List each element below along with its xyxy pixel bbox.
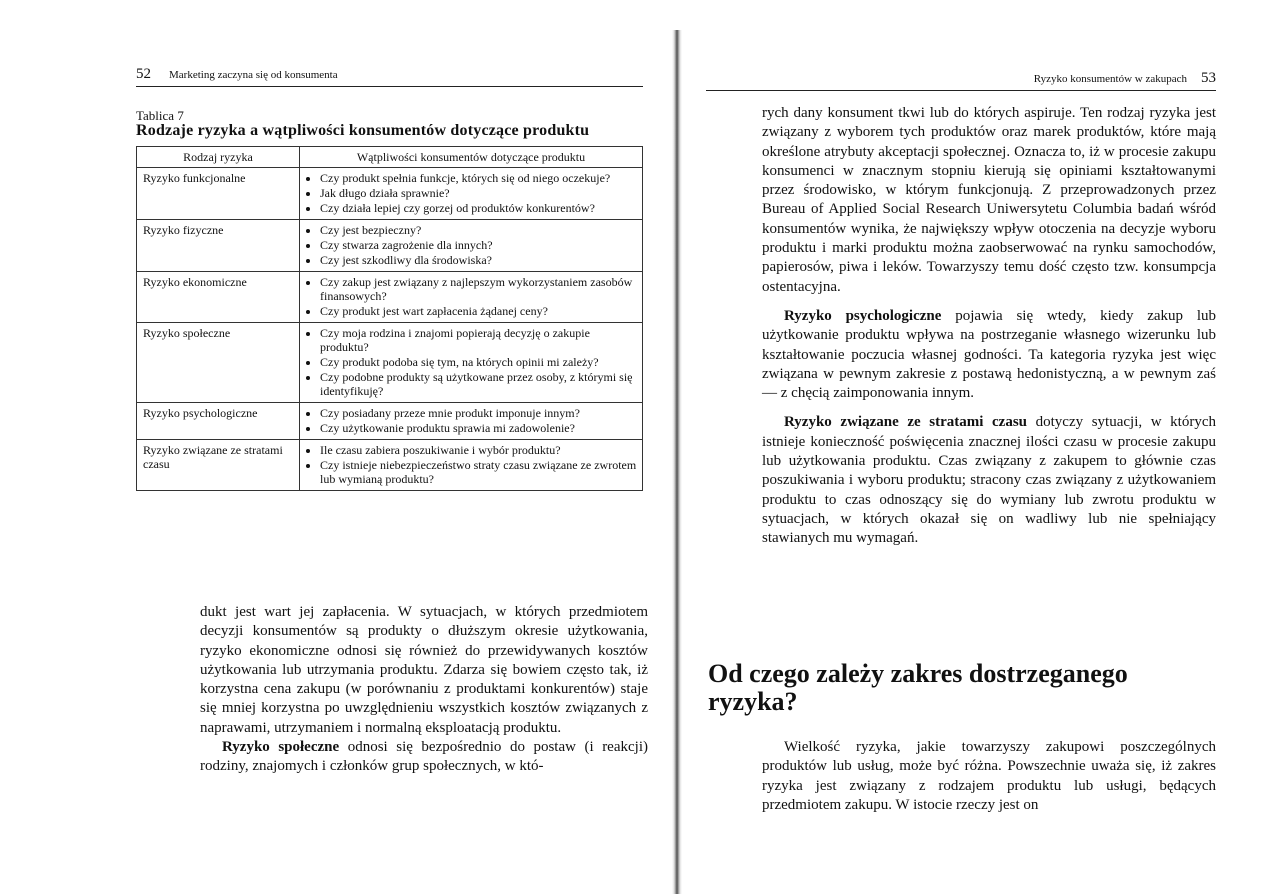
paragraph: rych dany konsument tkwi lub do których aspiruje. Ten rodzaj ryzyka jest związany z wyborem tych produktów oraz marek produktów, które mają określone atrybuty akceptacji społecznej. Oznacza to, iż w procesie zakupu konsumenci w znacznym stopniu kierują się opiniami kształtowanymi przez środowisko, w którym funkcjonują. Z przeprowadzonych przez Bureau of Applied Social Research Uniwersytetu Columbia badań wśród konsumentów wynika, że największy wpływ otoczenia na decyzje wyboru produktu i marki produktu można zaobserwować na rynku samochodów, papierosów, piwa i leków. Towarzyszy temu dość często tzw. konsumpcja ostentacyjna.: [762, 105, 1216, 295]
right-running-title: Ryzyko konsumentów w zakupach: [1033, 73, 1187, 85]
paragraph-lead: Ryzyko społeczne: [222, 739, 340, 756]
list-item: • Czy działa lepiej czy gorzej od produktów konkurentów?: [320, 201, 638, 215]
table-header-cell: Rodzaj ryzyka: [137, 147, 300, 168]
list-item: • Czy posiadany przeze mnie produkt imponuje innym?: [320, 406, 638, 420]
list-item: • Czy użytkowanie produktu sprawia mi zadowolenie?: [320, 421, 638, 435]
paragraph-text: pojawia się wtedy, kiedy zakup lub użytkowanie produktu wpływa na postrzeganie własnego wizerunku lub kształtowanie poczucia własnej godności. Ta kategoria ryzyka jest więc związana w pewnym zakresie z postawą hedonistyczną, a w pewnym zaś — z chęcią zaimponowania innym.: [762, 307, 1216, 402]
section-heading: Od czego zależy zakres dostrzeganego ryzyka?: [708, 659, 1128, 716]
paragraph-lead: Ryzyko psychologiczne: [784, 307, 942, 324]
list-item: • Czy produkt spełnia funkcje, których się od niego oczekuje?: [320, 171, 638, 185]
left-running-title: Marketing zaczyna się od konsumenta: [169, 69, 338, 81]
right-header-rule: [706, 90, 1216, 91]
right-page-number: 53: [1201, 70, 1216, 86]
list-item: • Czy stwarza zagrożenie dla innych?: [320, 238, 638, 252]
paragraph-lead: Ryzyko związane ze stratami czasu: [784, 414, 1028, 431]
risk-category: Ryzyko psychologiczne: [137, 403, 300, 440]
table-title: Rodzaje ryzyka a wątpliwości konsumentów dotyczące produktu: [136, 122, 590, 139]
paragraph: Wielkość ryzyka, jakie towarzyszy zakupowi poszczególnych produktów lub usług, może być różna. Powszechnie uważa się, iż zakres ryzyka jest związany z rodzajem produktu lub usługi, będących przedmiotem zakupu. W istocie rzeczy jest on: [762, 739, 1216, 813]
paragraph: [762, 307, 1216, 403]
paragraph: [762, 413, 1216, 548]
table-header-cell: Wątpliwości konsumentów dotyczące produktu: [300, 147, 643, 168]
list-item: • Czy produkt podoba się tym, na których opinii mi zależy?: [320, 355, 638, 369]
paragraph-text: odnosi się bezpośrednio do postaw (i reakcji) rodziny, znajomych i członków grup społecznych, w któ-: [200, 739, 648, 775]
risk-category: Ryzyko fizyczne: [137, 220, 300, 272]
risk-category: Ryzyko funkcjonalne: [137, 168, 300, 220]
list-item: • Czy jest szkodliwy dla środowiska?: [320, 253, 638, 267]
list-item: • Czy jest bezpieczny?: [320, 223, 638, 237]
left-page-number: 52: [136, 66, 151, 82]
risk-category: Ryzyko ekonomiczne: [137, 272, 300, 323]
list-item: • Czy podobne produkty są użytkowane przez osoby, z którymi się identyfikuję?: [320, 370, 638, 398]
list-item: • Czy istnieje niebezpieczeństwo straty czasu związane ze zwrotem lub wymianą produktu?: [320, 458, 638, 486]
paragraph-text: dotyczy sytuacji, w których istnieje konieczność poświęcenia znacznej ilości czasu w procesie zakupu lub użytkowania produktu. Czas związany z zakupem to głównie czas poszukiwania i wyboru produktu; stracony czas związany z użytkowaniem produktu to czas odnoszący się do wymiany lub zwrotu produktu w sytuacjach, w których okazał się on wadliwy lub nie spełniający stawianych mu wymagań.: [762, 414, 1216, 547]
list-item: • Czy zakup jest związany z najlepszym wykorzystaniem zasobów finansowych?: [320, 275, 638, 303]
right-body-text-2: [762, 738, 1216, 815]
right-running-head: [988, 70, 1216, 87]
table-number: Tablica 7: [136, 108, 184, 123]
right-body-text: [762, 104, 1216, 559]
list-item: • Czy produkt jest wart zapłacenia żądanej ceny?: [320, 304, 638, 318]
list-item: • Czy moja rodzina i znajomi popierają decyzję o zakupie produktu?: [320, 326, 638, 354]
list-item: • Ile czasu zabiera poszukiwanie i wybór produktu?: [320, 443, 638, 457]
risk-category: Ryzyko związane ze stratami czasu: [137, 440, 300, 491]
list-item: • Jak długo działa sprawnie?: [320, 186, 638, 200]
risk-category: Ryzyko społeczne: [137, 323, 300, 403]
paragraph: dukt jest wart jej zapłacenia. W sytuacjach, w których przedmiotem decyzji konsumentów są produkty o dłuższym okresie użytkowania, ryzyko ekonomiczne odnosi się również do przewidywanych kosztów użytkowania lub utrzymania produktu. Zdarza się bowiem często tak, iż korzystna cena zakupu (w porównaniu z produktami konkurentów) staje się mniej korzystna po uwzględnieniu wszystkich kosztów związanych z naprawami, utrzymaniem i normalną eksploatacją produktu.: [200, 604, 648, 736]
